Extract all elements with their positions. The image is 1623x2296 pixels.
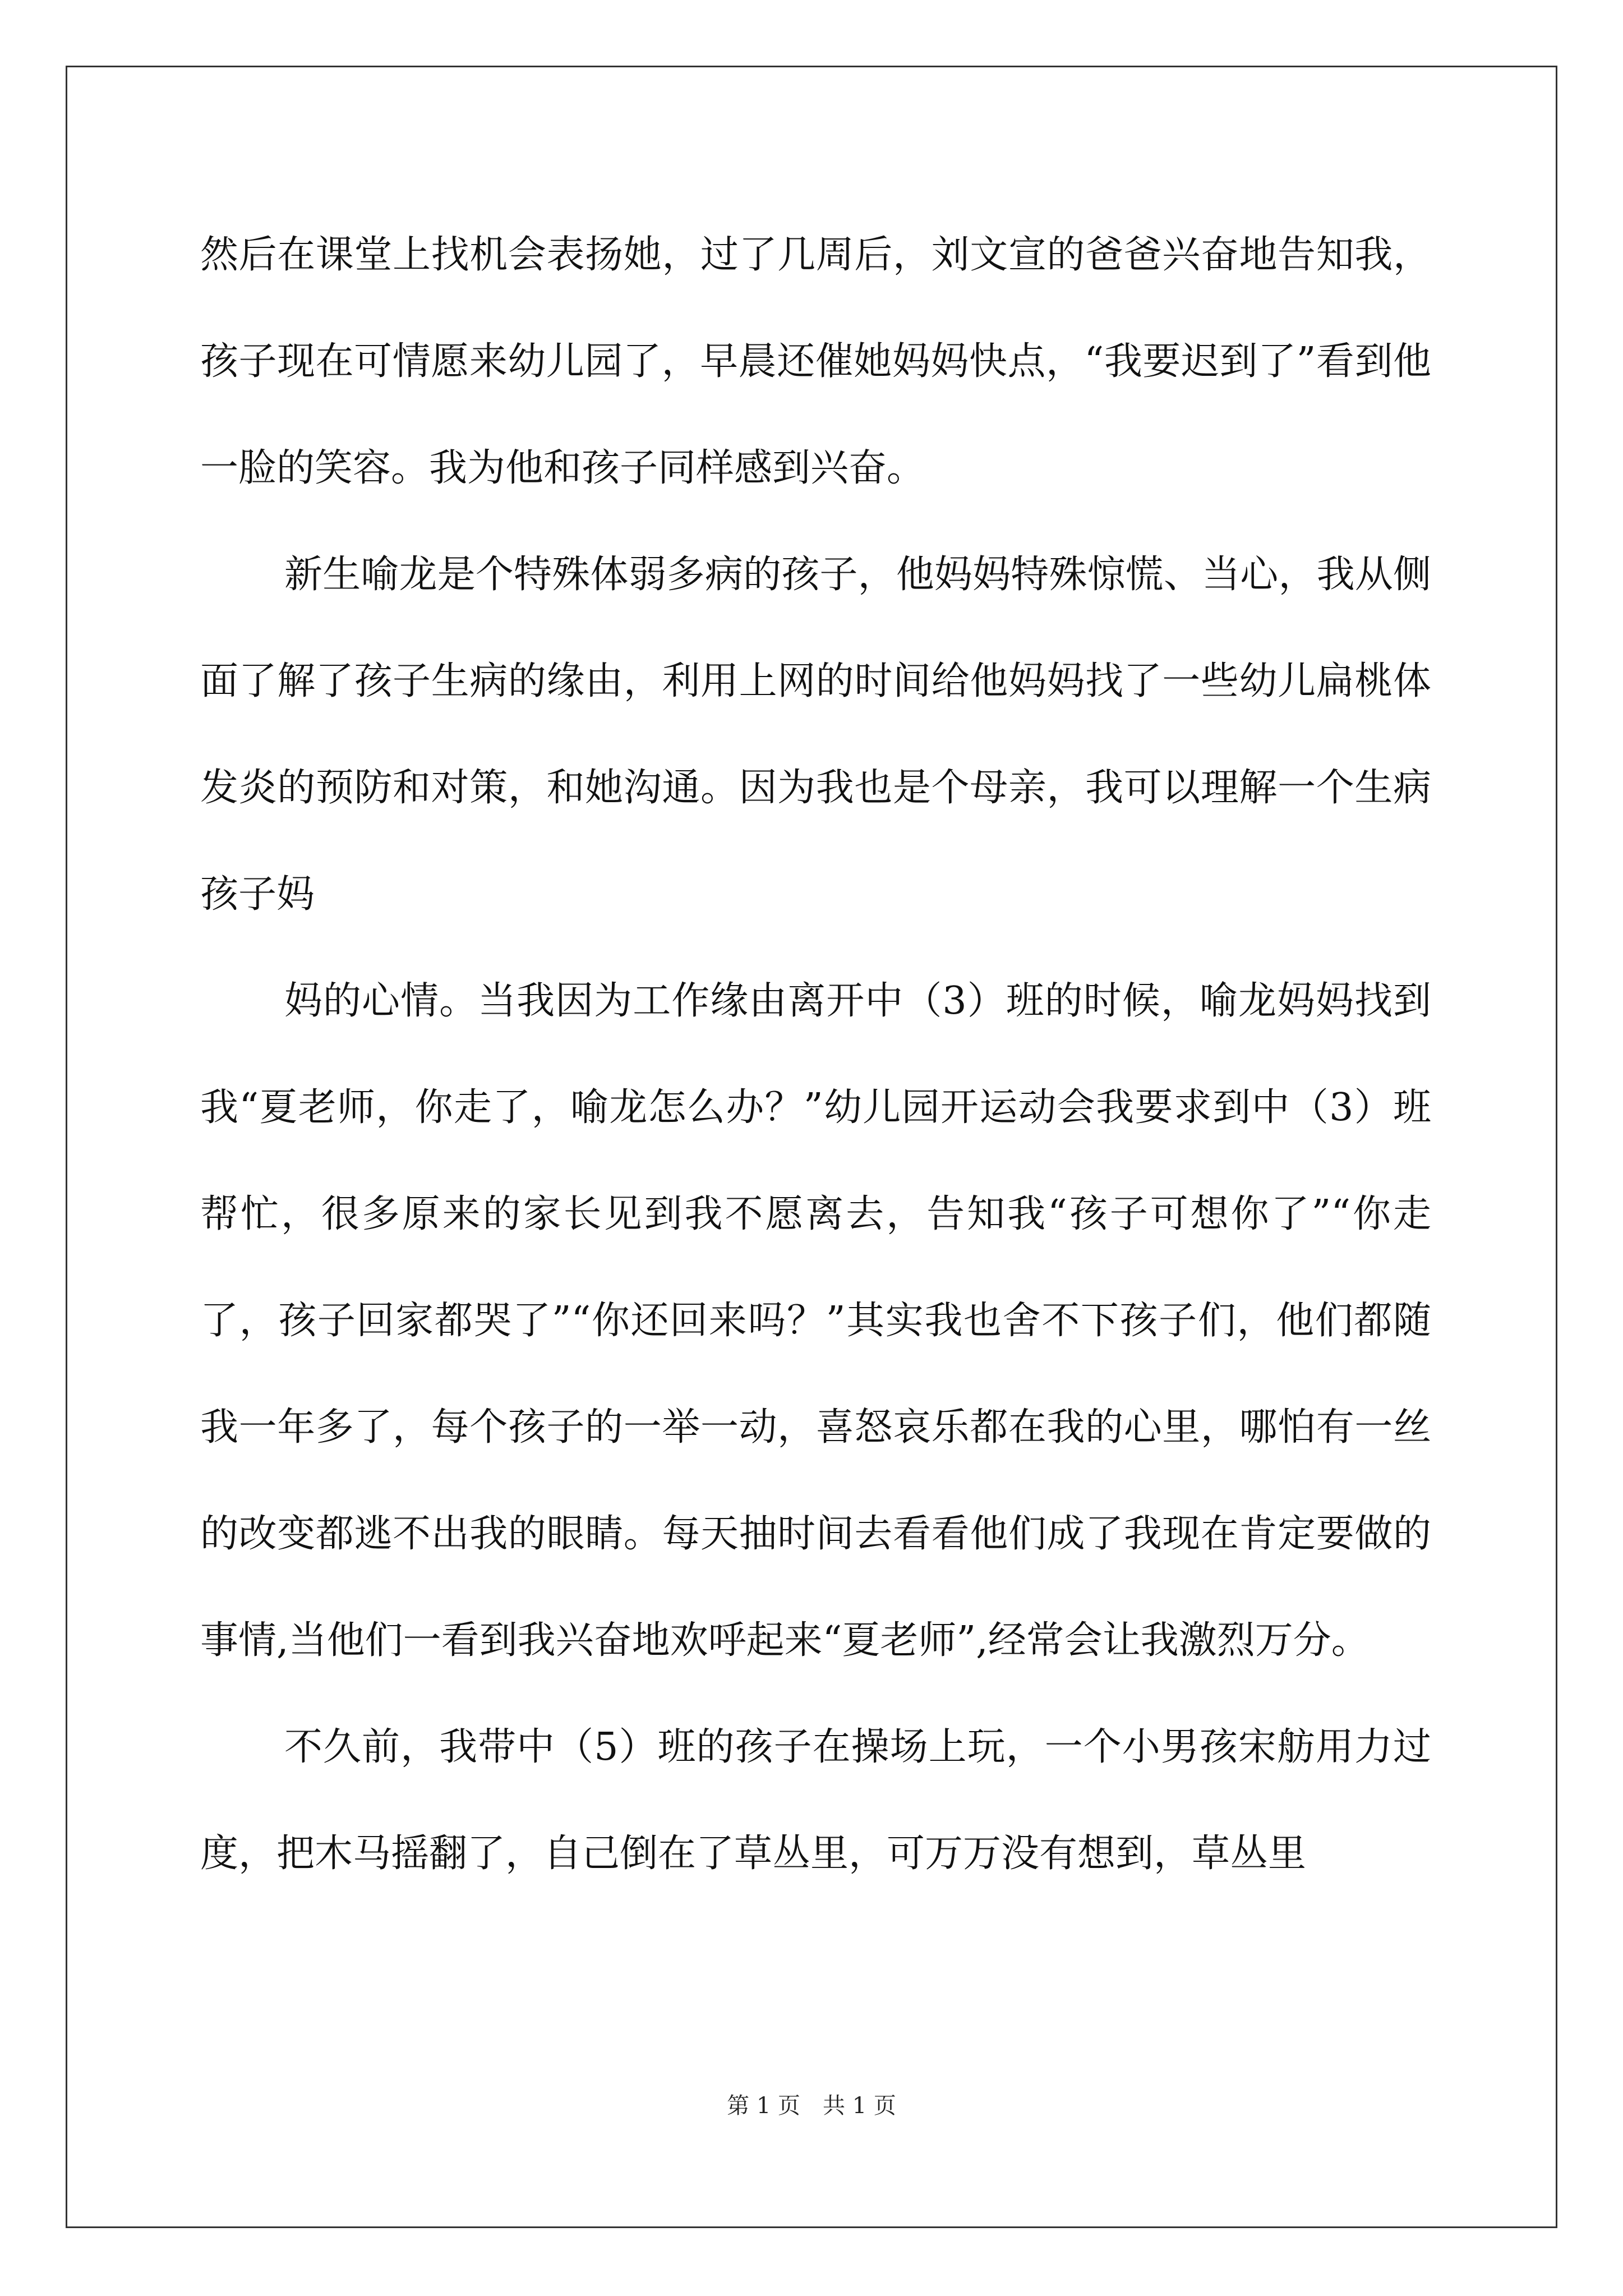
paragraph-2: 新生喻龙是个特殊体弱多病的孩子，他妈妈特殊惊慌、当心，我从侧面了解了孩子生病的缘由，利用上网的时间给他妈妈找了一些幼儿扁桃体发炎的预防和对策，和她沟通。因为我也是个母亲，我可以理解一个生病孩子妈 — [200, 553, 1431, 917]
page-footer: 第 1 页 共 1 页 — [727, 2093, 896, 2119]
document-body — [200, 202, 1431, 1907]
paragraph-1: 然后在课堂上找机会表扬她，过了几周后，刘文宣的爸爸兴奋地告知我，孩子现在可情愿来幼儿园了，早晨还催她妈妈快点，“我要迟到了”看到他一脸的笑容。我为他和孩子同样感到兴奋。 — [200, 233, 1431, 490]
paragraph-4: 不久前，我带中（5）班的孩子在操场上玩，一个小男孩宋舫用力过度，把木马摇翻了，自己倒在了草丛里，可万万没有想到，草丛里 — [200, 1725, 1431, 1876]
paragraph-3: 妈的心情。当我因为工作缘由离开中（3）班的时候，喻龙妈妈找到我“夏老师，你走了，喻龙怎么办？”幼儿园开运动会我要求到中（3）班帮忙，很多原来的家长见到我不愿离去，告知我“孩子可想你了”“你走了，孩子回家都哭了”“你还回来吗？”其实我也舍不下孩子们，他们都随我一年多了，每个孩子的一举一动，喜怒哀乐都在我的心里，哪怕有一丝的改变都逃不出我的眼睛。每天抽时间去看看他们成了我现在肯定要做的事情,当他们一看到我兴奋地欢呼起来“夏老师”,经常会让我激烈万分。 — [200, 979, 1431, 1663]
